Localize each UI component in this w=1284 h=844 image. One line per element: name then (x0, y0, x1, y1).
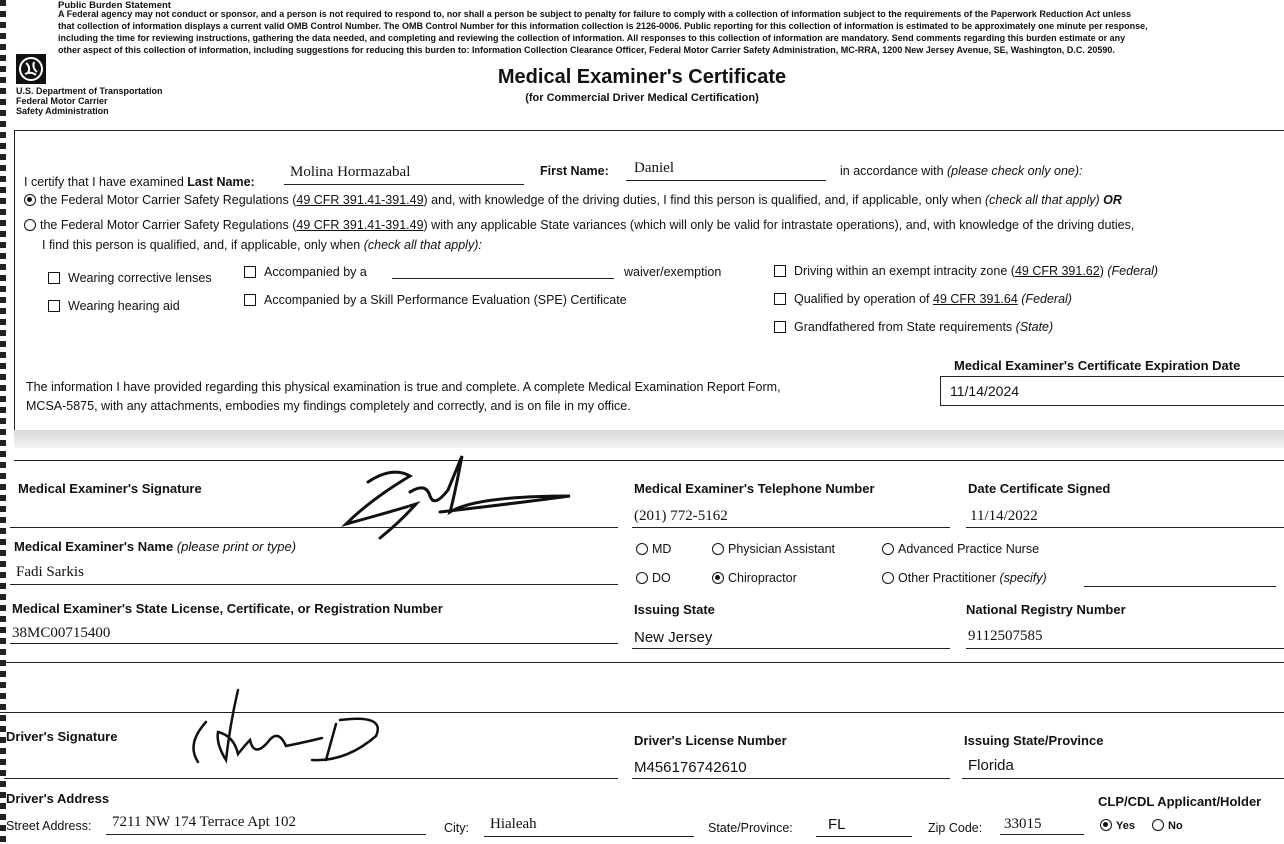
type-pa[interactable] (712, 542, 835, 556)
agency-line-3: Safety Administration (16, 106, 109, 116)
type-md-label: MD (652, 542, 672, 556)
driver-issuing-label: Issuing State/Province (964, 733, 1104, 748)
check-operation-box[interactable] (774, 293, 786, 305)
driver-address-label: Driver's Address (6, 791, 110, 806)
certify-intro-text: I certify that I have examined (24, 175, 184, 189)
examiner-name-label (14, 539, 296, 554)
accordance-text (840, 164, 1083, 178)
street-field[interactable] (106, 834, 426, 835)
check-one-note: (please check only one): (947, 164, 1083, 178)
type-md[interactable] (636, 542, 671, 556)
burden-statement (58, 0, 1284, 56)
check-accompanied[interactable] (244, 265, 367, 279)
clp-no[interactable] (1152, 818, 1183, 832)
first-name-label: First Name: (540, 164, 609, 178)
check-grandfathered-text: Grandfathered from State requirements (794, 320, 1013, 334)
option-state-text-a: the Federal Motor Carrier Safety Regulations ( (40, 218, 297, 232)
check-grandfathered-note: (State) (1015, 320, 1054, 334)
section-left-edge (14, 130, 15, 430)
option-or: OR (1103, 193, 1122, 207)
check-operation-text: Qualified by operation of (794, 292, 930, 306)
clp-yes[interactable] (1100, 818, 1135, 832)
option-federal-note: (check all that apply) (985, 193, 1100, 207)
check-intracity-text-b: ) (1099, 264, 1104, 278)
examiner-rule-top (14, 460, 1284, 461)
burden-line-2: that collection of information displays a current valid OMB Control Number. The OMB Control Number for this information collection is 2126-0006. Public reporting for this collection of information is estimated to be approximately one minute per response, (58, 21, 1148, 31)
examiner-name-note: (please print or type) (176, 539, 297, 554)
type-chiro-label: Chiropractor (728, 571, 797, 585)
other-practitioner-field[interactable] (1084, 586, 1276, 587)
section-rule-top (14, 130, 1284, 131)
examiner-signature-label: Medical Examiner's Signature (18, 481, 202, 496)
examiner-issuing-state-value: New Jersey (634, 629, 713, 646)
scan-edge (0, 0, 6, 844)
type-do[interactable] (636, 571, 671, 585)
state-field[interactable] (816, 836, 912, 837)
state-label: State/Province: (708, 821, 793, 835)
type-chiro-radio[interactable] (712, 572, 724, 584)
registry-label: National Registry Number (966, 602, 1126, 617)
type-md-radio[interactable] (636, 543, 648, 555)
check-accompanied-label: Accompanied by a (264, 265, 367, 279)
burden-line-1: A Federal agency may not conduct or sponsor, and a person is not required to respond to, nor shall a person be subject to penalty for failure to comply with a collection of information subject to the requirements of the Paperwork Reduction Act unless (58, 9, 1131, 19)
agency-line-1: U.S. Department of Transportation (16, 86, 163, 96)
check-spe-label: Accompanied by a Skill Performance Evaluation (SPE) Certificate (264, 293, 627, 307)
check-operation-link[interactable]: 49 CFR 391.64 (933, 292, 1018, 306)
check-grandfathered-box[interactable] (774, 321, 786, 333)
examiner-license-value: 38MC00715400 (12, 625, 111, 641)
check-hearing-label: Wearing hearing aid (68, 299, 180, 313)
clp-yes-label: Yes (1116, 820, 1135, 832)
check-hearing-box[interactable] (48, 300, 60, 312)
type-do-radio[interactable] (636, 572, 648, 584)
driver-issuing-field[interactable] (962, 778, 1284, 779)
option-federal-link[interactable]: 49 CFR 391.41-391.49 (296, 193, 424, 207)
date-signed-label: Date Certificate Signed (968, 481, 1111, 496)
first-name-value: Daniel (634, 160, 674, 176)
driver-license-label: Driver's License Number (634, 733, 787, 748)
date-signed-value: 11/14/2022 (970, 508, 1038, 524)
type-do-label: DO (652, 571, 671, 585)
zip-field[interactable] (1000, 834, 1084, 835)
type-pa-label: Physician Assistant (728, 542, 835, 556)
street-value: 7211 NW 174 Terrace Apt 102 (112, 814, 297, 830)
examiner-issuing-state-field[interactable] (632, 648, 950, 649)
accordance-label: in accordance with (840, 164, 944, 178)
type-other-radio[interactable] (882, 572, 894, 584)
driver-license-field[interactable] (632, 778, 950, 779)
check-lenses-box[interactable] (48, 272, 60, 284)
certify-intro (24, 175, 255, 189)
option-state-line2 (42, 238, 482, 252)
check-hearing[interactable] (48, 299, 180, 313)
waiver-field[interactable] (392, 278, 614, 279)
driver-signature-image (176, 684, 396, 784)
burden-line-3: including the time for reviewing instructions, gathering the data needed, and completing and reviewing the collection of information. All responses to this collection of information are mandatory. Send comments regarding this burden estimate or any (58, 33, 1126, 43)
check-intracity-text-a: Driving within an exempt intracity zone ( (794, 264, 1015, 278)
option-state-line2-text: I find this person is qualified, and, if applicable, only when (42, 238, 361, 252)
type-other-label: Other Practitioner (898, 571, 996, 585)
check-lenses[interactable] (48, 271, 212, 285)
examiner-rule-bottom (0, 662, 1284, 663)
option-federal-radio[interactable] (24, 194, 36, 206)
clp-label: CLP/CDL Applicant/Holder (1098, 794, 1262, 809)
clp-no-radio[interactable] (1152, 819, 1164, 831)
registry-field[interactable] (966, 648, 1284, 649)
check-accompanied-box[interactable] (244, 266, 256, 278)
last-name-label: Last Name: (187, 175, 255, 189)
option-state-text-b: ) with any applicable State variances (which will only be valid for intrastate operations), and, with knowledge of the driving duties, (423, 218, 1135, 232)
city-field[interactable] (484, 836, 694, 837)
option-state-line2-note: (check all that apply): (363, 238, 482, 252)
page-fold (14, 430, 1284, 448)
option-federal[interactable] (24, 193, 1122, 207)
examiner-license-label: Medical Examiner's State License, Certificate, or Registration Number (12, 601, 443, 616)
state-value: FL (828, 816, 846, 833)
check-intracity[interactable] (774, 264, 1158, 278)
check-lenses-label: Wearing corrective lenses (68, 271, 212, 285)
examiner-signature-image (330, 452, 580, 552)
examiner-phone-field[interactable] (632, 527, 950, 528)
option-state[interactable] (24, 218, 1134, 232)
zip-value: 33015 (1004, 816, 1042, 832)
last-name-field[interactable] (284, 184, 524, 185)
form-title: Medical Examiner's Certificate (497, 66, 787, 88)
check-intracity-box[interactable] (774, 265, 786, 277)
expiration-label: Medical Examiner's Certificate Expiration Date (954, 358, 1241, 373)
burden-line-4: other aspect of this collection of information, including suggestions for reducing this burden to: Information Collection Clearance Officer, Federal Motor Carrier Safety Administration, MC-RRA, 1200 New Jersey Avenue, SE, Washington, D.C. 20590. (58, 45, 1115, 55)
driver-signature-label: Driver's Signature (6, 729, 118, 744)
clp-no-label: No (1168, 820, 1183, 832)
check-operation[interactable] (774, 292, 1072, 306)
type-other-note: (specify) (999, 571, 1047, 585)
first-name-field[interactable] (626, 180, 826, 181)
check-grandfathered[interactable] (774, 320, 1053, 334)
examiner-license-field[interactable] (10, 643, 618, 644)
type-apn[interactable] (882, 542, 1039, 556)
option-federal-text-b: ) and, with knowledge of the driving duties, I find this person is qualified, and, if applicable, only when (423, 193, 982, 207)
statement (26, 378, 781, 416)
type-other[interactable] (882, 571, 1047, 585)
type-pa-radio[interactable] (712, 543, 724, 555)
check-intracity-note: (Federal) (1107, 264, 1159, 278)
street-label: Street Address: (6, 819, 92, 833)
option-federal-text-a: the Federal Motor Carrier Safety Regulations ( (40, 193, 297, 207)
option-state-radio[interactable] (24, 219, 36, 231)
examiner-issuing-state-label: Issuing State (634, 602, 715, 617)
clp-yes-radio[interactable] (1100, 819, 1112, 831)
check-intracity-link[interactable]: 49 CFR 391.62 (1014, 264, 1100, 278)
examiner-name-value: Fadi Sarkis (16, 564, 84, 580)
form-subtitle: (for Commercial Driver Medical Certification) (525, 92, 759, 104)
last-name-value: Molina Hormazabal (290, 164, 411, 180)
option-state-link[interactable]: 49 CFR 391.41-391.49 (296, 218, 424, 232)
expiration-value: 11/14/2024 (950, 383, 1020, 399)
statement-line-1: The information I have provided regarding this physical examination is true and complete. A complete Medical Examination Report Form, (26, 380, 781, 394)
agency-line-2: Federal Motor Carrier (16, 96, 108, 106)
driver-license-value: M456176742610 (634, 759, 747, 776)
examiner-phone-value: (201) 772-5162 (634, 508, 728, 524)
type-chiro[interactable] (712, 571, 797, 585)
statement-line-2: MCSA-5875, with any attachments, embodies my findings completely and correctly, and is on file in my office. (26, 399, 631, 413)
type-apn-radio[interactable] (882, 543, 894, 555)
zip-label: Zip Code: (928, 821, 983, 835)
registry-value: 9112507585 (968, 628, 1043, 644)
examiner-phone-label: Medical Examiner's Telephone Number (634, 481, 875, 496)
city-value: Hialeah (490, 816, 537, 832)
check-spe-box[interactable] (244, 294, 256, 306)
burden-title: Public Burden Statement (58, 0, 171, 8)
check-spe[interactable] (244, 293, 627, 307)
driver-issuing-value: Florida (968, 757, 1014, 774)
city-label: City: (444, 821, 469, 835)
examiner-name-label-text: Medical Examiner's Name (14, 539, 174, 554)
date-signed-field[interactable] (966, 527, 1284, 528)
type-apn-label: Advanced Practice Nurse (898, 542, 1040, 556)
check-operation-note: (Federal) (1021, 292, 1072, 306)
check-waiver-label: waiver/exemption (624, 265, 722, 279)
examiner-name-field[interactable] (10, 584, 618, 585)
